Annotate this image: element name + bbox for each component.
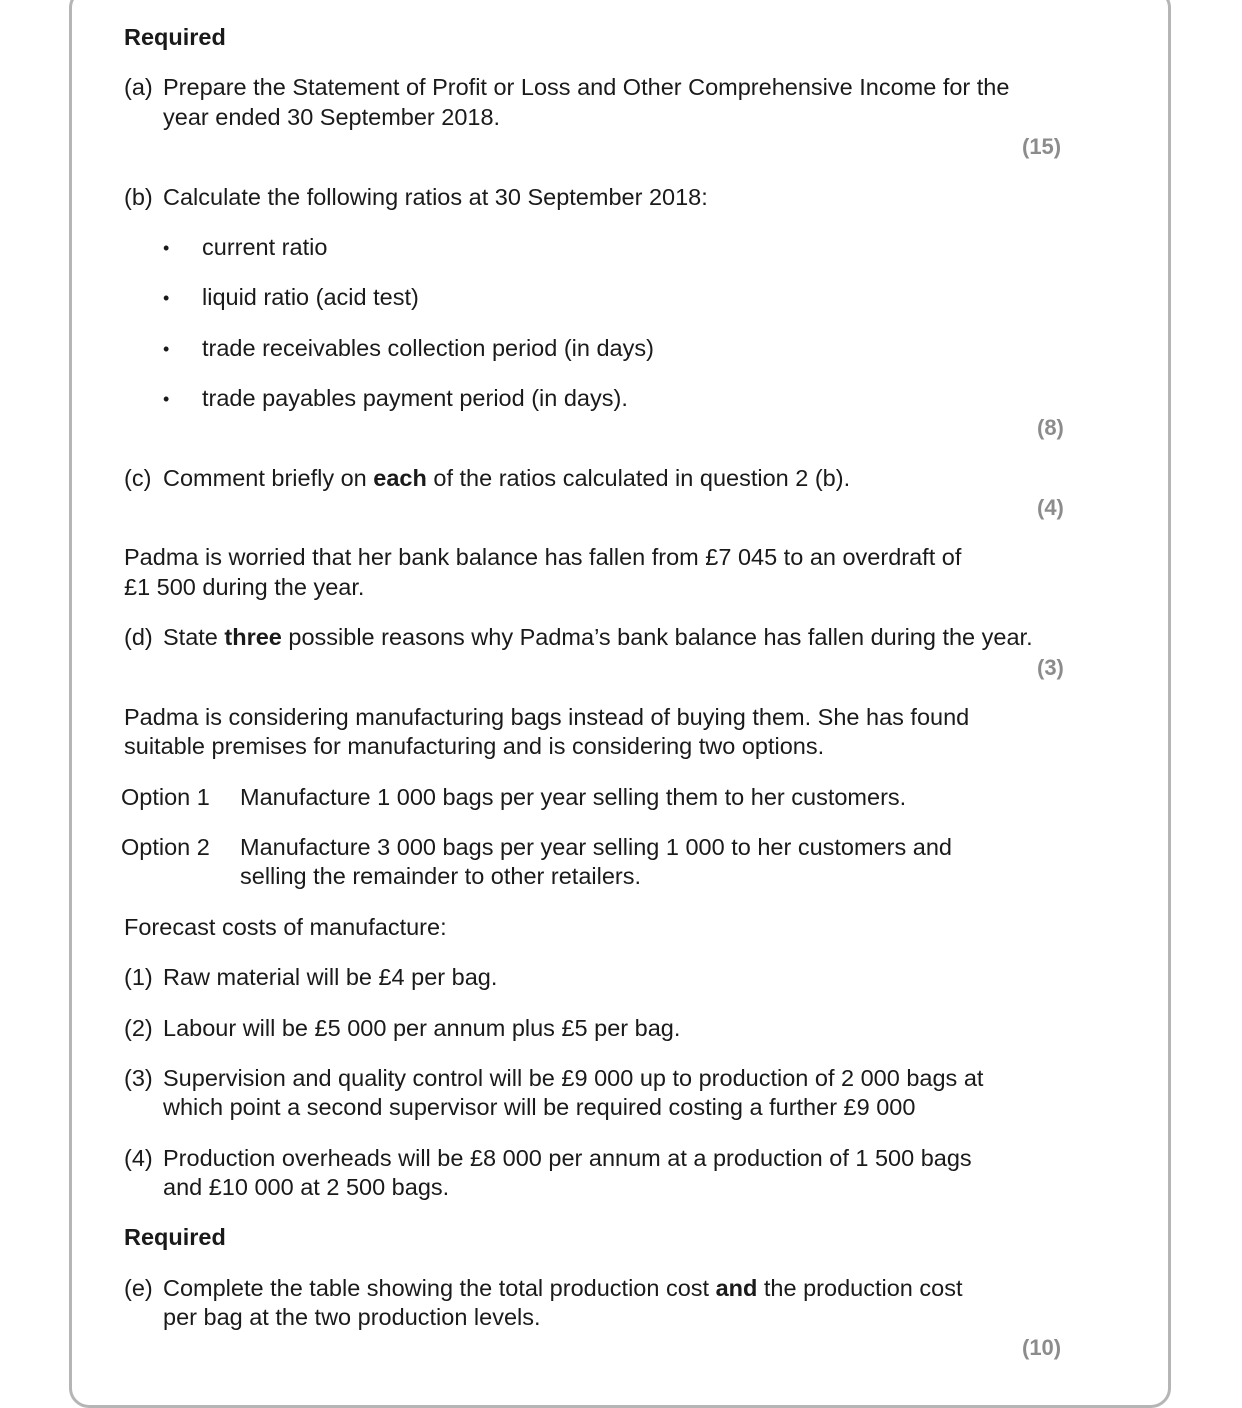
question-e-marks: (10) — [1022, 1335, 1062, 1360]
question-c-label: (c) — [124, 465, 152, 491]
cost-4-line1: Production overheads will be £8 000 per annum at a production of 1 500 bags — [163, 1145, 972, 1171]
bullet-4: • — [163, 389, 170, 409]
question-e-line2: per bag at the two production levels. — [163, 1304, 541, 1330]
question-d-label: (d) — [124, 624, 153, 650]
ratio-item-2: liquid ratio (acid test) — [202, 284, 419, 310]
forecast-heading: Forecast costs of manufacture: — [124, 914, 447, 940]
option-1-text: Manufacture 1 000 bags per year selling them to her customers. — [240, 784, 907, 810]
bullet-2: • — [163, 288, 170, 308]
question-a-line1: Prepare the Statement of Profit or Loss and Other Comprehensive Income for the — [163, 74, 1010, 100]
manufacturing-para-line2: suitable premises for manufacturing and is considering two options. — [124, 733, 825, 759]
cost-2-label: (2) — [124, 1015, 153, 1041]
cost-1-label: (1) — [124, 964, 153, 990]
option-1-label: Option 1 — [121, 784, 210, 810]
question-b-text: Calculate the following ratios at 30 September 2018: — [163, 184, 708, 210]
question-e-label: (e) — [124, 1275, 153, 1301]
option-2-line2: selling the remainder to other retailers. — [240, 863, 642, 889]
option-2-label: Option 2 — [121, 834, 210, 860]
ratio-item-1: current ratio — [202, 234, 328, 260]
cost-3-line2: which point a second supervisor will be required costing a further £9 000 — [163, 1094, 916, 1120]
question-b-marks: (8) — [1037, 415, 1064, 440]
cost-3-label: (3) — [124, 1065, 153, 1091]
cost-3-line1: Supervision and quality control will be £9 000 up to production of 2 000 bags at — [163, 1065, 984, 1091]
required-heading-2: Required — [124, 1224, 226, 1250]
question-d-marks: (3) — [1037, 655, 1064, 680]
cost-2-text: Labour will be £5 000 per annum plus £5 per bag. — [163, 1015, 681, 1041]
bullet-1: • — [163, 238, 170, 258]
bank-balance-para-line2: £1 500 during the year. — [124, 574, 365, 600]
ratio-item-4: trade payables payment period (in days). — [202, 385, 628, 411]
question-a-marks: (15) — [1022, 134, 1062, 159]
option-2-line1: Manufacture 3 000 bags per year selling 1 000 to her customers and — [240, 834, 952, 860]
question-c-text: Comment briefly on each of the ratios calculated in question 2 (b). — [163, 465, 851, 491]
ratio-item-3: trade receivables collection period (in days) — [202, 335, 654, 361]
cost-1-text: Raw material will be £4 per bag. — [163, 964, 498, 990]
question-a-line2: year ended 30 September 2018. — [163, 104, 501, 130]
question-a-label: (a) — [124, 74, 153, 100]
required-heading-1: Required — [124, 24, 226, 50]
manufacturing-para-line1: Padma is considering manufacturing bags instead of buying them. She has found — [124, 704, 970, 730]
bullet-3: • — [163, 339, 170, 359]
question-d-text: State three possible reasons why Padma’s bank balance has fallen during the year. — [163, 624, 1033, 650]
cost-4-line2: and £10 000 at 2 500 bags. — [163, 1174, 450, 1200]
bank-balance-para-line1: Padma is worried that her bank balance has fallen from £7 045 to an overdraft of — [124, 544, 962, 570]
question-b-label: (b) — [124, 184, 153, 210]
question-c-marks: (4) — [1037, 495, 1064, 520]
question-e-line1: Complete the table showing the total production cost and the production cost — [163, 1275, 963, 1301]
cost-4-label: (4) — [124, 1145, 153, 1171]
